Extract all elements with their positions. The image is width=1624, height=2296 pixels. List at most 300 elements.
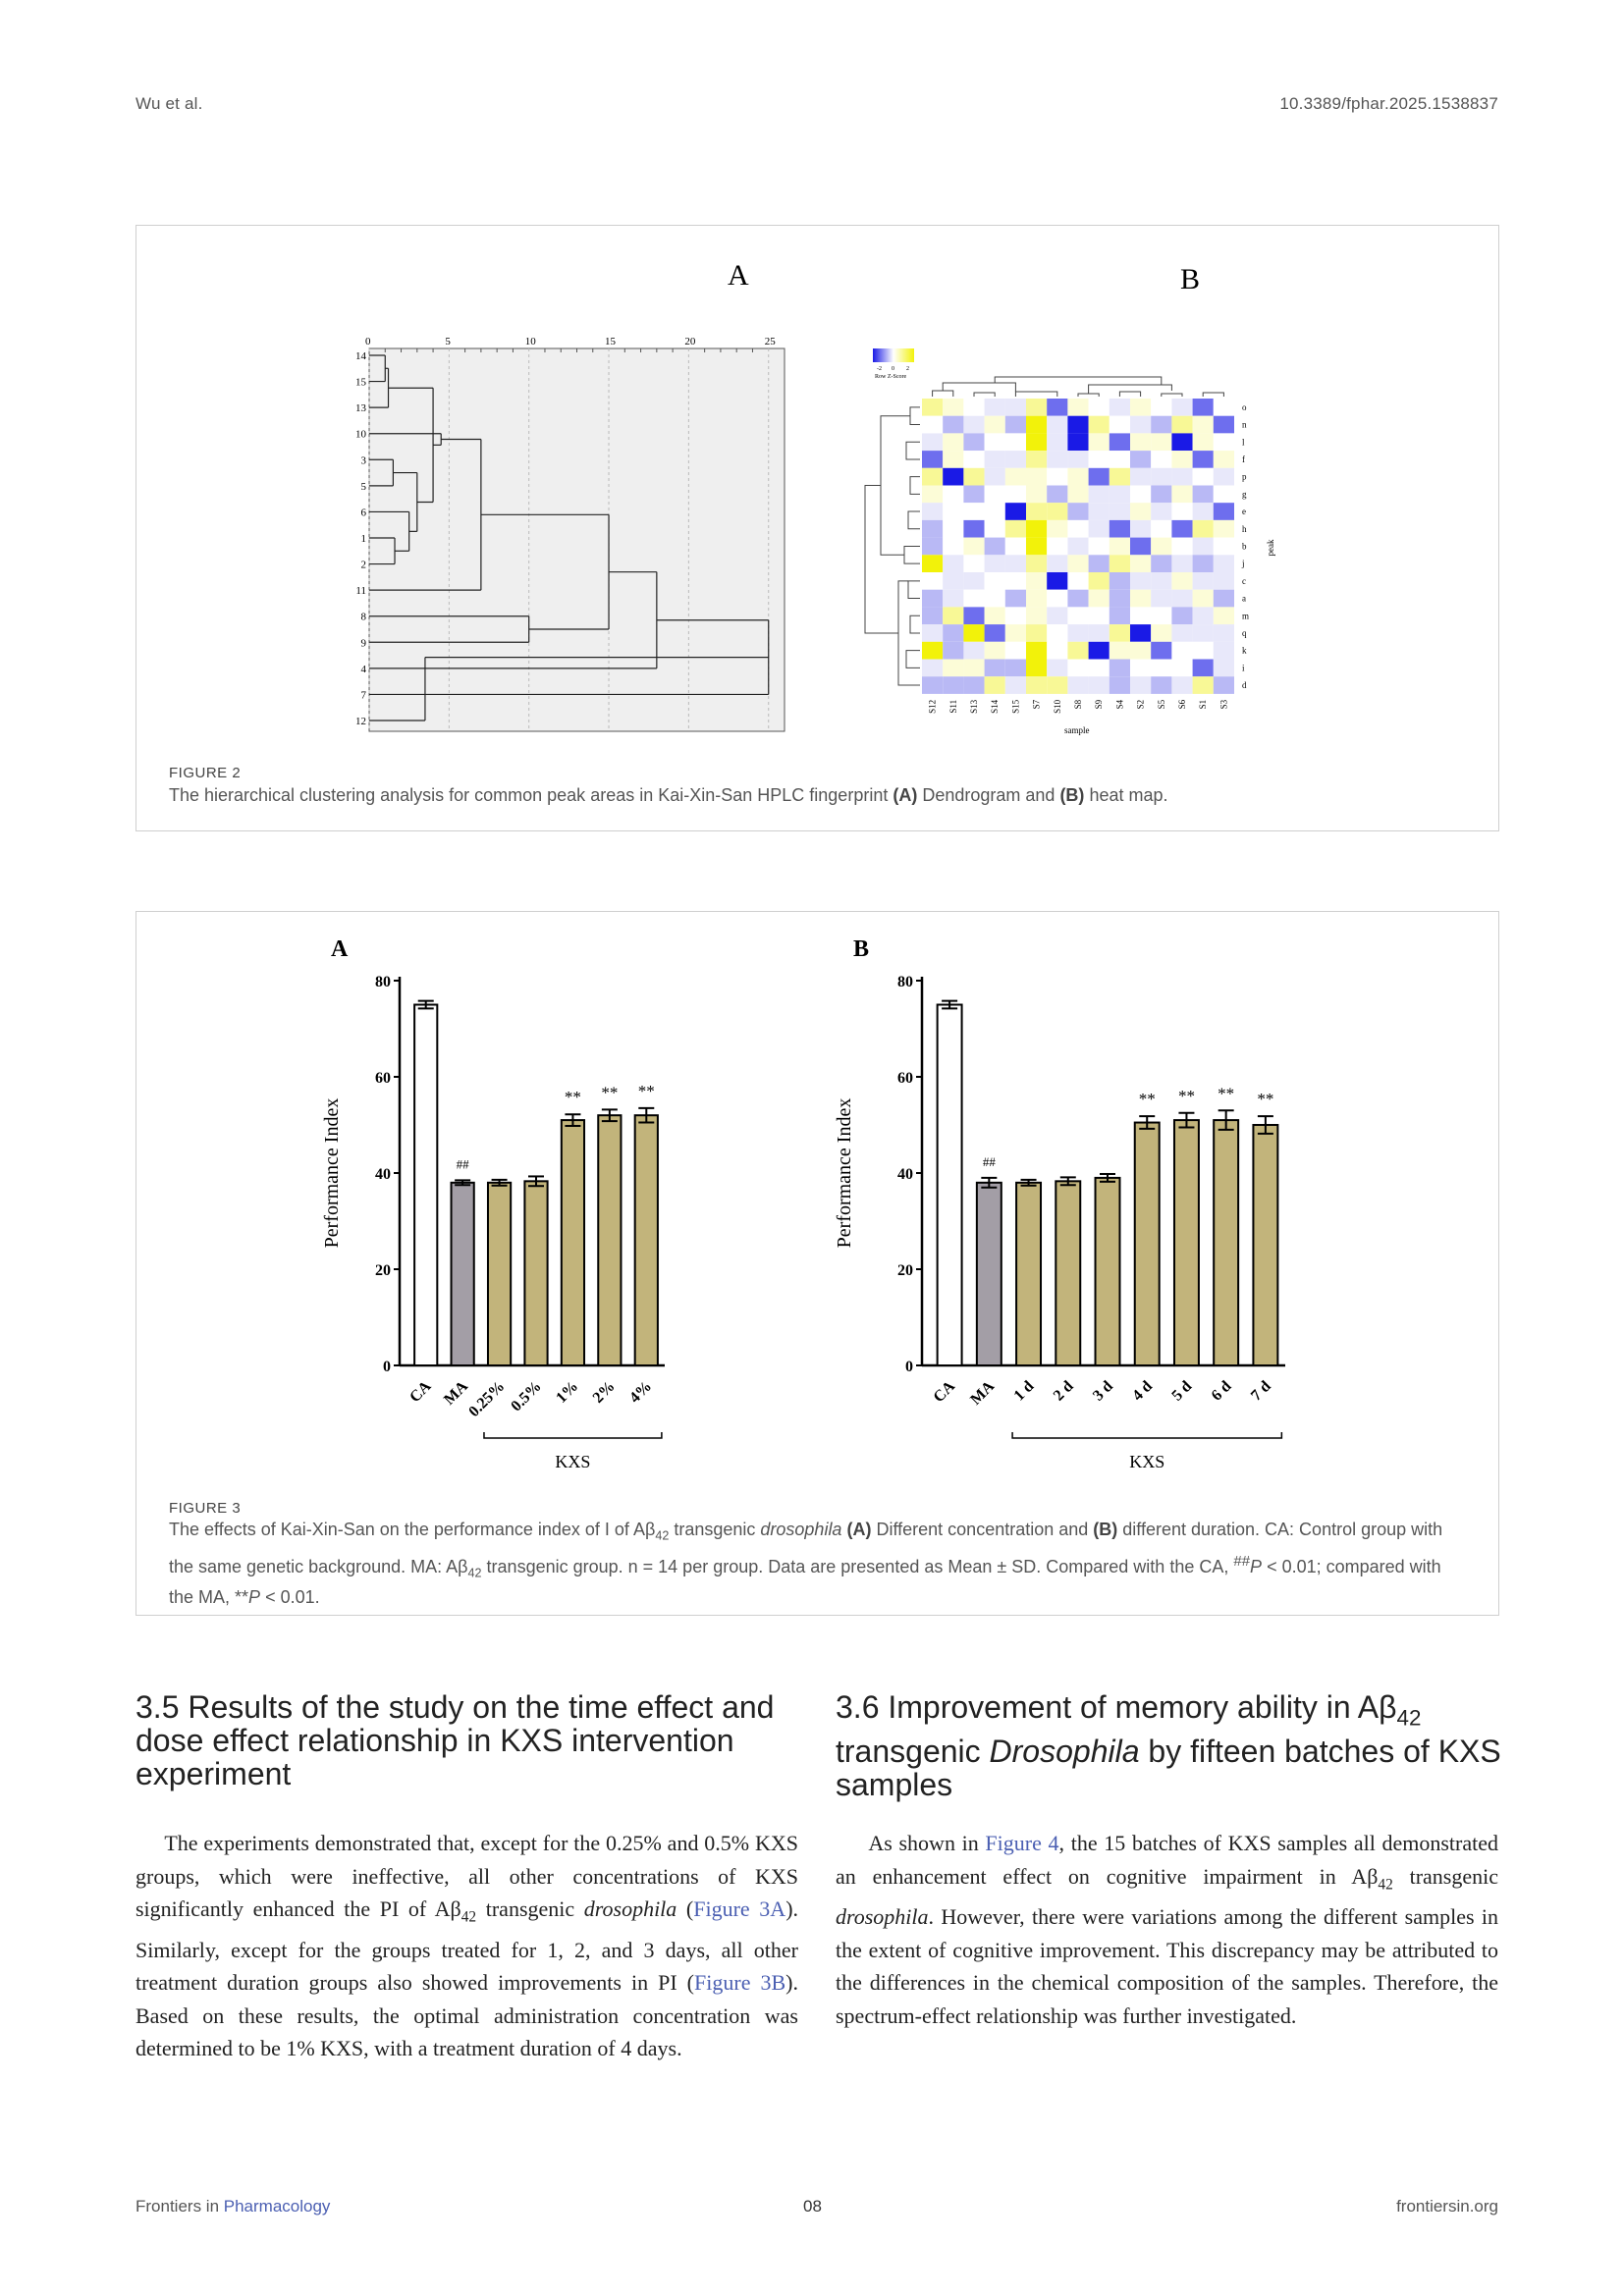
heatmap-cell xyxy=(1110,416,1130,434)
x-tick-label: 1% xyxy=(553,1377,582,1407)
heatmap-cell xyxy=(1026,468,1047,486)
heatmap-row-dendrogram xyxy=(910,615,920,633)
heatmap-cell xyxy=(1026,607,1047,624)
heatmap-cell xyxy=(1171,676,1192,694)
heatmap-cell xyxy=(1089,468,1110,486)
heatmap-cell xyxy=(1214,486,1234,504)
heatmap-cell xyxy=(1171,451,1192,468)
heatmap-sample-label: S8 xyxy=(1073,699,1083,710)
heatmap-cell xyxy=(1089,555,1110,572)
heatmap-column-dendrogram xyxy=(974,393,995,397)
heatmap-cell xyxy=(1110,468,1130,486)
heatmap-cell xyxy=(1151,399,1171,416)
figure-3-charts xyxy=(136,912,1498,1491)
heatmap-cell xyxy=(1171,590,1192,608)
heatmap-cell xyxy=(1005,624,1026,642)
heatmap-cell xyxy=(1005,520,1026,538)
heatmap-peak-label: p xyxy=(1242,471,1247,482)
heatmap-cell xyxy=(1214,624,1234,642)
heatmap-cell xyxy=(963,451,984,468)
heatmap-cell xyxy=(943,503,963,520)
heatmap-cell xyxy=(1130,660,1151,677)
heatmap-cell xyxy=(1151,451,1171,468)
footer-site[interactable]: frontiersin.org xyxy=(1396,2197,1498,2216)
heatmap-cell xyxy=(1151,642,1171,660)
heatmap-cell xyxy=(1089,660,1110,677)
significance-mark: ** xyxy=(1218,1084,1235,1103)
heatmap-cell xyxy=(1151,572,1171,590)
heatmap-peak-label: l xyxy=(1242,437,1245,448)
heat-map xyxy=(865,348,1275,735)
heatmap-column-dendrogram xyxy=(1162,394,1182,397)
panel-label-b: B xyxy=(1180,263,1201,295)
heatmap-cell xyxy=(943,486,963,504)
heatmap-cell xyxy=(922,486,943,504)
heatmap-cell xyxy=(1047,468,1067,486)
heatmap-cell xyxy=(1026,486,1047,504)
heatmap-cell xyxy=(1171,399,1192,416)
group-bracket xyxy=(484,1432,662,1438)
dendrogram-leaf-label: 13 xyxy=(355,402,366,415)
heatmap-cell xyxy=(1193,642,1214,660)
dendrogram-scale-tick: 20 xyxy=(684,336,696,347)
heatmap-cell xyxy=(985,416,1005,434)
heatmap-cell xyxy=(1214,607,1234,624)
heatmap-cell xyxy=(1130,572,1151,590)
heatmap-cell xyxy=(1214,399,1234,416)
heatmap-cell xyxy=(1214,416,1234,434)
heatmap-peak-label: i xyxy=(1242,663,1245,673)
heatmap-cell xyxy=(1089,607,1110,624)
heatmap-cell xyxy=(943,590,963,608)
heatmap-cell xyxy=(1067,624,1088,642)
heatmap-cell xyxy=(943,660,963,677)
heatmap-cell xyxy=(1047,676,1067,694)
x-tick-label: 4 d xyxy=(1129,1377,1157,1405)
heatmap-cell xyxy=(1026,572,1047,590)
group-label: KXS xyxy=(1129,1452,1165,1471)
heatmap-cell xyxy=(1130,399,1151,416)
section-3-6-heading: 3.6 Improvement of memory ability in $A\beta_{42}$ transgenic Drosophila by fifteen batches of KXS samples xyxy=(836,1689,1501,1803)
heatmap-cell xyxy=(1026,433,1047,451)
heatmap-cell xyxy=(1193,538,1214,556)
heatmap-cell xyxy=(1047,538,1067,556)
figure-2-label: FIGURE 2 xyxy=(169,765,242,781)
heatmap-sample-label: S4 xyxy=(1114,699,1125,710)
dendrogram xyxy=(355,336,785,731)
heatmap-cell xyxy=(1171,555,1192,572)
heatmap-cell xyxy=(1171,660,1192,677)
section-3-5-heading: 3.5 Results of the study on the time effect and dose effect relationship in KXS intervention experiment xyxy=(135,1689,775,1791)
heatmap-cell xyxy=(922,468,943,486)
heatmap-cell xyxy=(922,642,943,660)
heatmap-cell xyxy=(1005,660,1026,677)
heatmap-peak-label: o xyxy=(1242,401,1247,412)
heatmap-legend-bar xyxy=(873,348,914,362)
heatmap-cell xyxy=(985,520,1005,538)
heatmap-cell xyxy=(1110,520,1130,538)
heatmap-cell xyxy=(963,607,984,624)
heatmap-cell xyxy=(1067,660,1088,677)
heatmap-cell xyxy=(1047,433,1067,451)
heatmap-cell xyxy=(1171,486,1192,504)
figure-3b-link[interactable]: Figure 3B xyxy=(694,1970,786,1996)
heatmap-cell xyxy=(1067,486,1088,504)
heatmap-cell xyxy=(1110,607,1130,624)
heatmap-cell xyxy=(985,676,1005,694)
heatmap-cell xyxy=(1130,416,1151,434)
heatmap-cell xyxy=(1026,590,1047,608)
heatmap-cell xyxy=(963,555,984,572)
heatmap-cell xyxy=(1171,624,1192,642)
dendrogram-leaf-label: 8 xyxy=(360,611,366,623)
heatmap-row-dendrogram xyxy=(910,477,920,495)
heatmap-cell xyxy=(1130,607,1151,624)
bar xyxy=(1016,1183,1041,1365)
heatmap-cell xyxy=(1089,590,1110,608)
heatmap-cell xyxy=(1171,607,1192,624)
heatmap-peak-label: g xyxy=(1242,489,1247,500)
heatmap-peak-label: a xyxy=(1242,593,1246,604)
heatmap-cell xyxy=(943,520,963,538)
heatmap-cell xyxy=(985,486,1005,504)
bar xyxy=(1214,1120,1238,1365)
heatmap-cell xyxy=(963,416,984,434)
heatmap-cell xyxy=(1151,486,1171,504)
heatmap-cell xyxy=(963,642,984,660)
dendrogram-leaf-label: 3 xyxy=(360,454,366,467)
heatmap-cell xyxy=(1067,642,1088,660)
heatmap-cell xyxy=(985,555,1005,572)
y-axis-label: Performance Index xyxy=(834,1097,855,1249)
heatmap-cell xyxy=(1151,416,1171,434)
heatmap-cell xyxy=(1130,676,1151,694)
heatmap-cell xyxy=(1026,642,1047,660)
heatmap-cell xyxy=(1130,538,1151,556)
heatmap-cell xyxy=(922,433,943,451)
heatmap-column-dendrogram xyxy=(933,391,953,397)
dendrogram-plot-area xyxy=(369,348,785,731)
x-tick-label: MA xyxy=(967,1377,999,1409)
heatmap-cell xyxy=(1193,416,1214,434)
y-tick-label: 20 xyxy=(897,1262,913,1279)
bar xyxy=(524,1181,547,1365)
heatmap-peak-label: d xyxy=(1242,680,1247,691)
heatmap-cell xyxy=(1005,642,1026,660)
running-header-doi[interactable]: 10.3389/fphar.2025.1538837 xyxy=(1279,94,1498,113)
heatmap-cell xyxy=(1089,624,1110,642)
heatmap-cell xyxy=(1067,468,1088,486)
heatmap-sample-label: S2 xyxy=(1135,699,1146,710)
footer-journal[interactable]: Frontiers in Pharmacology xyxy=(135,2197,331,2216)
heatmap-cell xyxy=(1130,520,1151,538)
heatmap-sample-label: S11 xyxy=(947,699,958,714)
dendrogram-scale-tick: 5 xyxy=(445,336,451,347)
heatmap-cell xyxy=(985,451,1005,468)
heatmap-sample-label: S6 xyxy=(1177,699,1187,710)
y-tick-label: 0 xyxy=(383,1359,391,1375)
heatmap-cell xyxy=(985,590,1005,608)
heatmap-sample-label: S1 xyxy=(1198,699,1209,710)
heatmap-cell xyxy=(1110,642,1130,660)
heatmap-cell xyxy=(943,538,963,556)
running-header-authors: Wu et al. xyxy=(135,94,203,113)
section-3-5-paragraph: The experiments demonstrated that, except for the 0.25% and 0.5% KXS groups, which were ineffective, all other concentrations of KXS significantly enhanced the PI of $A\beta_{42}$ transgenic drosophila (Figure 3A). Similarly, except for the groups treated for 1, 2, and 3 days, all other treatment duration groups also showed improvements in PI (Figure 3B). Based on these results, the optimal administration concentration was determined to be 1% KXS, with a treatment duration of 4 days. xyxy=(135,1831,799,2061)
heatmap-sample-label: S5 xyxy=(1156,699,1166,710)
heatmap-cell xyxy=(1089,486,1110,504)
heatmap-peak-label: h xyxy=(1242,523,1247,534)
heatmap-cell xyxy=(1151,624,1171,642)
bar xyxy=(1135,1123,1160,1365)
heatmap-cell xyxy=(963,624,984,642)
heatmap-cell xyxy=(1067,399,1088,416)
heatmap-cell xyxy=(1214,520,1234,538)
heatmap-cell xyxy=(1110,572,1130,590)
dendrogram-scale-tick: 10 xyxy=(524,336,536,347)
y-axis-label: Performance Index xyxy=(321,1097,343,1249)
heatmap-cell xyxy=(1130,590,1151,608)
heatmap-cell xyxy=(1005,486,1026,504)
heatmap-cell xyxy=(1026,416,1047,434)
heatmap-cell xyxy=(1005,538,1026,556)
heatmap-cell xyxy=(1193,624,1214,642)
bar xyxy=(1056,1181,1080,1365)
heatmap-cell xyxy=(1047,451,1067,468)
heatmap-cell xyxy=(1047,624,1067,642)
heatmap-cell xyxy=(1047,607,1067,624)
heatmap-column-dendrogram xyxy=(1089,385,1172,394)
heatmap-cell xyxy=(1214,503,1234,520)
heatmap-cell xyxy=(1130,503,1151,520)
heatmap-row-dendrogram xyxy=(881,416,910,556)
heatmap-cell xyxy=(963,520,984,538)
heatmap-peak-label: e xyxy=(1242,507,1246,517)
heatmap-cell xyxy=(1067,555,1088,572)
bar-chart-A xyxy=(321,936,665,1471)
dendrogram-leaf-label: 9 xyxy=(360,637,366,650)
heatmap-cell xyxy=(1171,416,1192,434)
heatmap-cell xyxy=(1193,607,1214,624)
bar xyxy=(635,1115,658,1365)
heatmap-cell xyxy=(1047,416,1067,434)
y-tick-label: 20 xyxy=(375,1262,391,1279)
bar xyxy=(598,1115,621,1365)
heatmap-cell xyxy=(963,433,984,451)
heatmap-cell xyxy=(922,607,943,624)
heatmap-sample-label: S15 xyxy=(1010,699,1021,714)
heatmap-sample-label: S10 xyxy=(1052,699,1062,714)
bar-chart-B xyxy=(834,936,1285,1471)
heatmap-sample-label: S9 xyxy=(1094,699,1105,710)
heatmap-peak-label: k xyxy=(1242,645,1247,656)
panel-label-a: A xyxy=(728,259,749,292)
heatmap-cell xyxy=(963,503,984,520)
heatmap-cell xyxy=(1067,416,1088,434)
heatmap-cell xyxy=(943,572,963,590)
heatmap-cell xyxy=(922,451,943,468)
heatmap-cell xyxy=(963,660,984,677)
heatmap-legend-title: Row Z-Score xyxy=(875,374,907,380)
heatmap-cell xyxy=(1171,433,1192,451)
heatmap-cell xyxy=(1193,520,1214,538)
bar xyxy=(1174,1120,1199,1365)
heatmap-cell xyxy=(1110,486,1130,504)
heatmap-cell xyxy=(1089,433,1110,451)
heatmap-row-dendrogram xyxy=(906,651,920,668)
heatmap-cell xyxy=(943,676,963,694)
heatmap-peak-label: q xyxy=(1242,627,1247,638)
bar xyxy=(452,1183,474,1365)
y-tick-label: 80 xyxy=(375,974,391,990)
heatmap-cell xyxy=(1089,520,1110,538)
heatmap-cell xyxy=(1026,399,1047,416)
heatmap-cell xyxy=(1193,572,1214,590)
heatmap-cell xyxy=(1067,451,1088,468)
heatmap-cell xyxy=(1130,433,1151,451)
heatmap-sample-label: S3 xyxy=(1218,699,1229,710)
chart-panel-label: A xyxy=(331,936,349,962)
figure-3a-link[interactable]: Figure 3A xyxy=(693,1896,786,1921)
heatmap-cell xyxy=(1005,416,1026,434)
x-tick-label: 3 d xyxy=(1090,1377,1116,1405)
heatmap-cell xyxy=(943,468,963,486)
heatmap-column-dendrogram xyxy=(1078,394,1099,397)
dendrogram-scale-tick: 15 xyxy=(605,336,617,347)
dendrogram-scale-tick: 0 xyxy=(365,336,371,347)
heatmap-cell xyxy=(1214,676,1234,694)
heatmap-cell xyxy=(922,624,943,642)
heatmap-cell xyxy=(1005,399,1026,416)
heatmap-cell xyxy=(922,503,943,520)
heatmap-cell xyxy=(1026,503,1047,520)
heatmap-cell xyxy=(1171,572,1192,590)
x-tick-label: CA xyxy=(406,1377,435,1407)
heatmap-row-dendrogram xyxy=(904,546,920,563)
heatmap-cell xyxy=(1193,399,1214,416)
heatmap-cell xyxy=(985,503,1005,520)
dendrogram-leaf-label: 15 xyxy=(355,376,366,389)
dendrogram-leaf-label: 11 xyxy=(355,585,366,598)
heatmap-cell xyxy=(1005,572,1026,590)
heatmap-cell xyxy=(1110,590,1130,608)
heatmap-cell xyxy=(1005,451,1026,468)
figure-3 xyxy=(135,911,1499,1616)
heatmap-cell xyxy=(1193,486,1214,504)
heatmap-cell xyxy=(943,607,963,624)
heatmap-legend-tick: -2 xyxy=(877,366,882,372)
heatmap-cell xyxy=(1214,660,1234,677)
heatmap-cell xyxy=(1214,468,1234,486)
heatmap-cell xyxy=(1214,451,1234,468)
y-tick-label: 40 xyxy=(375,1166,391,1183)
heatmap-cell xyxy=(1193,660,1214,677)
bar xyxy=(562,1120,584,1365)
heatmap-cell xyxy=(963,590,984,608)
significance-mark: ## xyxy=(982,1153,996,1169)
x-tick-label: 1 d xyxy=(1010,1377,1038,1405)
heatmap-row-dendrogram xyxy=(906,442,920,459)
heatmap-cell xyxy=(1047,642,1067,660)
heatmap-cell xyxy=(1130,642,1151,660)
heatmap-cell xyxy=(943,416,963,434)
heatmap-cell xyxy=(1110,399,1130,416)
bar xyxy=(977,1183,1001,1365)
heatmap-cell xyxy=(1005,607,1026,624)
heatmap-peak-label: m xyxy=(1242,611,1250,621)
heatmap-cell xyxy=(985,433,1005,451)
heatmap-cell xyxy=(1110,676,1130,694)
x-tick-label: 6 d xyxy=(1208,1377,1235,1405)
heatmap-row-dendrogram xyxy=(908,581,920,599)
heatmap-cell xyxy=(1047,590,1067,608)
heatmap-cell xyxy=(1026,555,1047,572)
heatmap-cell xyxy=(1067,538,1088,556)
heatmap-cell xyxy=(1026,538,1047,556)
heatmap-cell xyxy=(1047,572,1067,590)
heatmap-cell xyxy=(963,538,984,556)
heatmap-cell xyxy=(1214,572,1234,590)
heatmap-cell xyxy=(1089,399,1110,416)
y-tick-label: 80 xyxy=(897,974,913,990)
heatmap-cell xyxy=(1130,468,1151,486)
heatmap-cell xyxy=(1171,642,1192,660)
heatmap-column-dendrogram xyxy=(1203,393,1223,397)
dendrogram-leaf-label: 12 xyxy=(355,716,366,727)
heatmap-cell xyxy=(985,624,1005,642)
figure-4-link[interactable]: Figure 4 xyxy=(985,1831,1059,1855)
heatmap-cell xyxy=(985,660,1005,677)
heatmap-row-dendrogram xyxy=(865,486,898,633)
dendrogram-leaf-label: 5 xyxy=(360,480,366,493)
heatmap-row-dendrogram xyxy=(908,511,920,529)
heatmap-peak-label: f xyxy=(1242,454,1245,464)
heatmap-cell xyxy=(1005,503,1026,520)
heatmap-cell xyxy=(1151,590,1171,608)
heatmap-cell xyxy=(1026,520,1047,538)
heatmap-cell xyxy=(922,660,943,677)
heatmap-cell xyxy=(1193,451,1214,468)
heatmap-cell xyxy=(1214,538,1234,556)
heatmap-cell xyxy=(1089,538,1110,556)
heatmap-cell xyxy=(985,642,1005,660)
dendrogram-leaf-label: 10 xyxy=(355,428,366,441)
heatmap-cell xyxy=(963,399,984,416)
heatmap-cell xyxy=(1005,468,1026,486)
figure-2 xyxy=(135,225,1499,831)
heatmap-cell xyxy=(1110,660,1130,677)
heatmap-cell xyxy=(1151,676,1171,694)
heatmap-cell xyxy=(1171,520,1192,538)
heatmap-cell xyxy=(1047,503,1067,520)
heatmap-cell xyxy=(1193,590,1214,608)
heatmap-cell xyxy=(1214,642,1234,660)
heatmap-cell xyxy=(963,572,984,590)
heatmap-cell xyxy=(963,676,984,694)
dendrogram-leaf-label: 7 xyxy=(360,689,366,702)
heatmap-cell xyxy=(1110,538,1130,556)
heatmap-cell xyxy=(1067,503,1088,520)
heatmap-cell xyxy=(1151,433,1171,451)
heatmap-cell xyxy=(985,538,1005,556)
heatmap-cell xyxy=(1067,607,1088,624)
heatmap-cell xyxy=(1151,468,1171,486)
heatmap-cell xyxy=(1151,660,1171,677)
heatmap-peak-label: n xyxy=(1242,419,1247,430)
heatmap-cell xyxy=(922,572,943,590)
heatmap-sample-label: S14 xyxy=(990,699,1001,714)
heatmap-cell xyxy=(1047,520,1067,538)
heatmap-cell xyxy=(1214,590,1234,608)
